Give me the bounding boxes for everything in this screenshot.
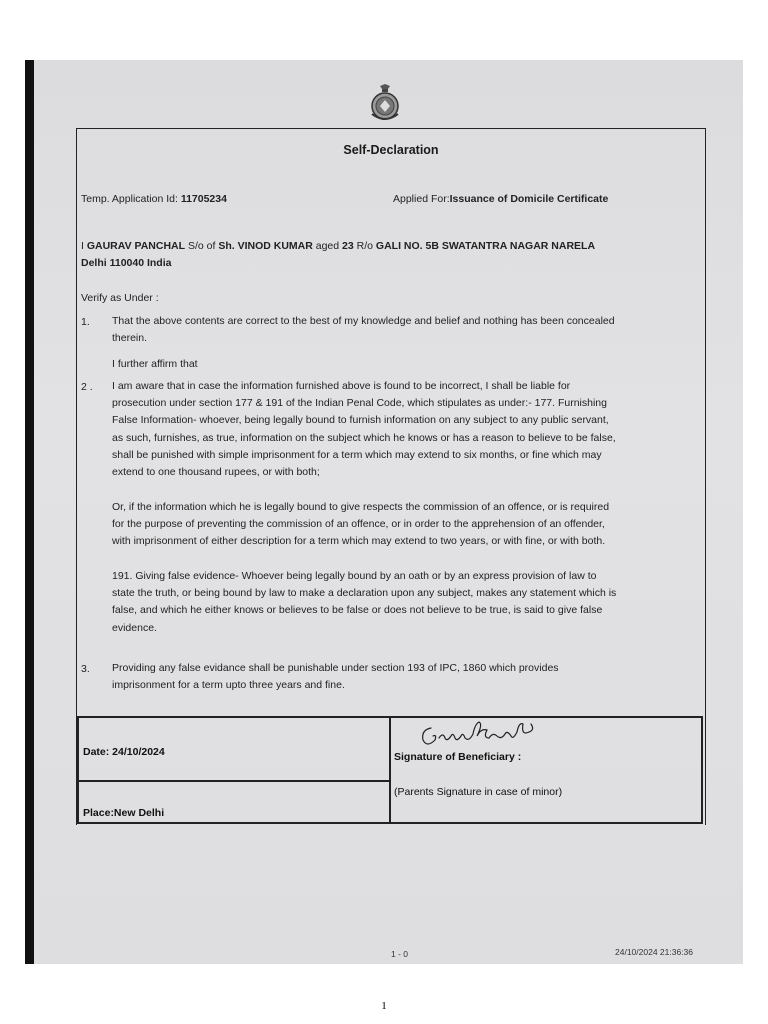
applied-for-value: Issuance of Domicile Certificate: [449, 193, 609, 205]
application-id-label: Temp. Application Id:: [81, 193, 178, 205]
date-label: Date: 24/10/2024: [83, 746, 165, 758]
item-1-text: That the above contents are correct to the best of my knowledge and belief and nothing has been concealed therein.: [112, 315, 615, 345]
address-line-2: Delhi 110040 India: [81, 257, 172, 269]
footer-page: 1 - 0: [391, 949, 409, 959]
table-divider-vertical: [389, 718, 391, 822]
application-id-value: 11705234: [180, 193, 227, 205]
signature-label: Signature of Beneficiary :: [394, 751, 522, 763]
document-title: Self-Declaration: [343, 143, 439, 157]
signature-table: [77, 716, 703, 824]
declarant-name: GAURAV PANCHAL: [86, 240, 186, 252]
place-label: Place:New Delhi: [83, 807, 165, 819]
police-emblem-icon: [368, 84, 402, 122]
applied-for-row: [393, 191, 608, 208]
item-2-paragraph-2: Or, if the information which he is legally bound to give respects the commission of an offence, or is required for the purpose of preventing the commission of an offence, or in order to the apprehension of an offender, with imprisonment of either description for a term which may extend to two years, or with fine, or with both.: [112, 501, 610, 548]
table-divider-horizontal: [79, 780, 389, 782]
father-name: Sh. VINOD KUMAR: [218, 240, 313, 252]
address-line-1: GALI NO. 5B SWATANTRA NAGAR NARELA: [375, 240, 596, 252]
application-id-row: [81, 191, 227, 208]
further-affirm: I further affirm that: [112, 358, 198, 370]
item-3-text: Providing any false evidance shall be punishable under section 193 of IPC, 1860 which provides imprisonment for a term upto three years and fine.: [112, 662, 559, 692]
parents-signature-label: (Parents Signature in case of minor): [394, 786, 563, 798]
footer-timestamp: 24/10/2024 21:36:36: [615, 947, 693, 957]
verify-label: Verify as Under :: [81, 292, 159, 304]
item-2-paragraph-3: 191. Giving false evidence- Whoever being legally bound by an oath or by an express provision of law to state the truth, or being bound by law to make a declaration upon any subject, makes any statement which is false, and which he either knows or believes to be false or does not believe to be true, is said to give false evidence.: [112, 570, 617, 634]
page-number: 1: [381, 1000, 387, 1012]
declarant-line-1: I GAURAV PANCHAL S/o of Sh. VINOD KUMAR aged 23 R/o GALI NO. 5B SWATANTRA NAGAR NARELA: [81, 240, 596, 252]
item-1-number: 1.: [81, 316, 90, 328]
applied-for-label: Applied For:: [393, 193, 450, 205]
scan-edge: [25, 60, 34, 964]
item-2-number: 2 .: [81, 381, 93, 393]
declarant-age: 23: [342, 240, 354, 252]
item-3-number: 3.: [81, 663, 90, 675]
scanned-page: [25, 60, 743, 964]
item-2-text: I am aware that in case the information furnished above is found to be incorrect, I shall be liable for prosecution under section 177 & 191 of the Indian Penal Code, which stipulates as under:- 177. Furnishing False Information- whoever, being legally bound to furnish information on any subject to any public servant, as such, furnishes, as true, information on the subject which he knows or has a reason to believe to be false, shall be punished with simple imprisonment for a term which may extend to six months, or fine which may extend to one thousand rupees, or with both;: [112, 380, 616, 479]
handwritten-signature: [419, 720, 549, 750]
